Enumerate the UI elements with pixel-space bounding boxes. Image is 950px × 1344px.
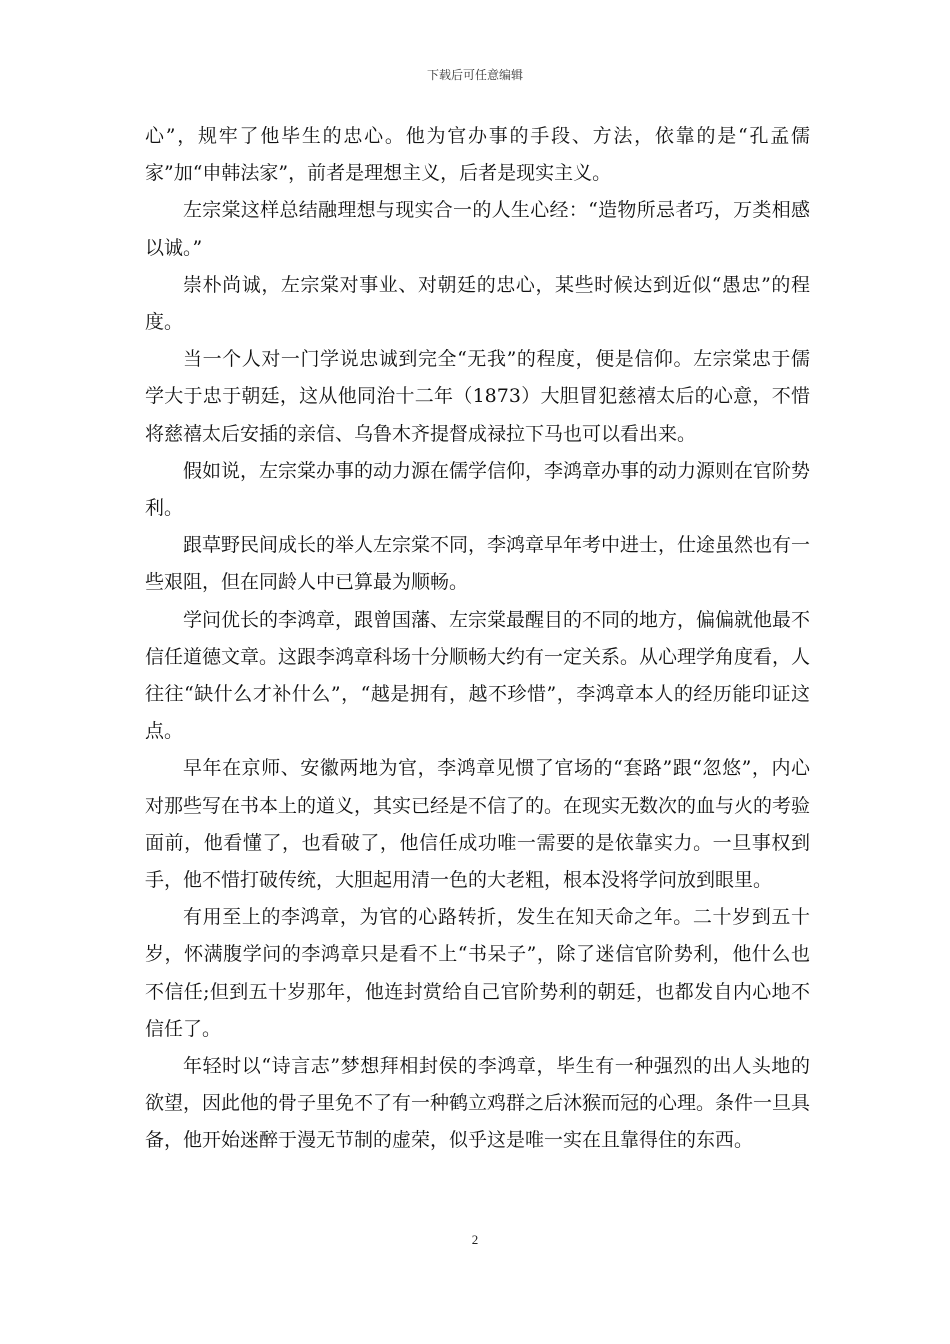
paragraph: 当一个人对一门学说忠诚到完全“无我”的程度，便是信仰。左宗棠忠于儒学大于忠于朝廷，这从他同治十二年（1873）大胆冒犯慈禧太后的心意，不惜将慈禧太后安插的亲信、乌鲁木齐提督成禄拉下马也可以看出来。 (145, 348, 810, 445)
document-body (145, 118, 810, 1160)
page-header: 下载后可任意编辑 (426, 68, 523, 82)
paragraph: 跟草野民间成长的举人左宗棠不同，李鸿章早年考中进士，仕途虽然也有一些艰阻，但在同龄人中已算最为顺畅。 (145, 534, 811, 594)
paragraph: 左宗棠这样总结融理想与现实合一的人生心经：“造物所忌者巧，万类相感以诚。” (145, 199, 810, 259)
page-number: 2 (471, 1232, 479, 1247)
paragraph: 早年在京师、安徽两地为官，李鸿章见惯了官场的“套路”跟“忽悠”，内心对那些写在书本上的道义，其实已经是不信了的。在现实无数次的血与火的考验面前，他看懂了，也看破了，他信任成功唯一需要的是依靠实力。一旦事权到手，他不惜打破传统，大胆起用清一色的大老粗，根本没将学问放到眼里。 (145, 757, 811, 892)
paragraph: 有用至上的李鸿章，为官的心路转折，发生在知天命之年。二十岁到五十岁，怀满腹学问的李鸿章只是看不上“书呆子”，除了迷信官阶势利，他什么也不信任;但到五十岁那年，他连封赏给自己官阶势利的朝廷，也都发自内心地不信任了。 (145, 906, 810, 1040)
paragraph: 崇朴尚诚，左宗棠对事业、对朝廷的忠心，某些时候达到近似“愚忠”的程度。 (145, 273, 810, 334)
paragraph: 学问优长的李鸿章，跟曾国藩、左宗棠最醒目的不同的地方，偏偏就他最不信任道德文章。这跟李鸿章科场十分顺畅大约有一定关系。从心理学角度看，人往往“缺什么才补什么”，“越是拥有，越不珍惜”，李鸿章本人的经历能印证这点。 (145, 608, 811, 743)
paragraph: 年轻时以“诗言志”梦想拜相封侯的李鸿章，毕生有一种强烈的出人头地的欲望，因此他的骨子里免不了有一种鹤立鸡群之后沐猴而冠的心理。条件一旦具备，他开始迷醉于漫无节制的虚荣，似乎这是唯一实在且靠得住的东西。 (145, 1055, 811, 1152)
paragraph: 假如说，左宗棠办事的动力源在儒学信仰，李鸿章办事的动力源则在官阶势利。 (145, 459, 811, 520)
paragraph: 心”，规牢了他毕生的忠心。他为官办事的手段、方法，依靠的是“孔孟儒家”加“申韩法家”，前者是理想主义，后者是现实主义。 (145, 125, 810, 185)
